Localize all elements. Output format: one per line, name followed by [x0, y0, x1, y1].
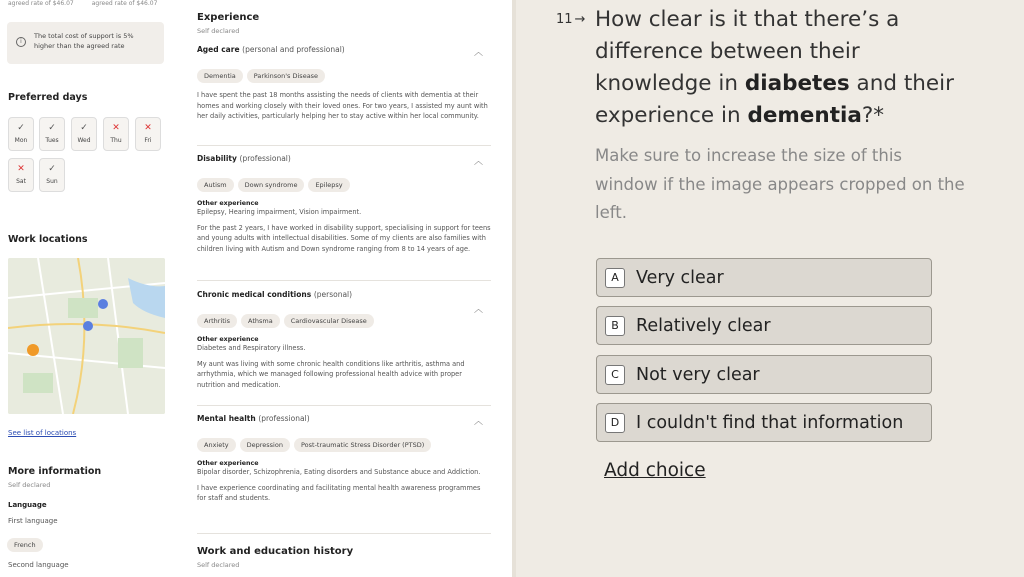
work-history-title: Work and education history — [197, 546, 354, 557]
category-disability[interactable] — [197, 154, 491, 254]
day-label: Thu — [110, 137, 122, 144]
choice-key: D — [605, 413, 625, 433]
check-icon: ✓ — [80, 123, 88, 133]
category-description: I have spent the past 18 months assisting the needs of clients with dementia at their homes and working closely with their loved ones. For two years, I assisted my aunt with her daily activities, particularly helping her to stay active within her local community. — [197, 91, 488, 120]
first-language-pill-wrap — [7, 532, 47, 552]
tag: Dementia — [197, 69, 243, 83]
map-graphic — [8, 258, 165, 414]
day-label: Fri — [144, 137, 152, 144]
category-heading — [197, 154, 491, 163]
choice-key: A — [605, 268, 625, 288]
experience-sub: Self declared — [197, 27, 240, 35]
day-fri — [135, 117, 161, 151]
category-name: Mental health — [197, 414, 256, 423]
cross-icon: ✕ — [144, 123, 152, 133]
divider — [197, 405, 491, 406]
first-language-pill: French — [7, 538, 43, 552]
other-experience-label: Other experience — [197, 336, 259, 343]
check-icon: ✓ — [17, 123, 25, 133]
category-mental-health[interactable] — [197, 414, 491, 504]
cost-info-text: The total cost of support is 5% higher than the agreed rate — [34, 32, 134, 50]
language-label: Language — [8, 501, 47, 509]
work-locations-title: Work locations — [8, 234, 88, 245]
category-qualifier: (professional) — [258, 414, 310, 423]
choice-c[interactable] — [596, 355, 932, 394]
category-name: Aged care — [197, 45, 240, 54]
day-sun — [39, 158, 65, 192]
second-language-label: Second language — [8, 561, 69, 569]
choice-label: Very clear — [636, 267, 724, 288]
category-description: For the past 2 years, I have worked in disability support, specialising in support for teens and young adults with intellectual disabilities. Some of my clients are also families with children living with Autism and Down syndrome ranging from 8 to 14 years of age. — [197, 223, 491, 253]
day-label: Wed — [77, 137, 91, 144]
day-thu — [103, 117, 129, 151]
rate-text-1: agreed rate of $46.07 — [8, 0, 74, 7]
category-heading — [197, 290, 491, 299]
locations-map — [8, 258, 165, 414]
tag-list — [197, 432, 491, 452]
choice-a[interactable] — [596, 258, 932, 297]
check-icon: ✓ — [48, 123, 56, 133]
first-language-label: First language — [8, 517, 58, 525]
tag: Depression — [240, 438, 290, 452]
divider — [197, 533, 491, 534]
question-text-emphasis: dementia — [747, 103, 862, 128]
question-text-emphasis: diabetes — [744, 71, 850, 96]
tag: Athsma — [241, 314, 280, 328]
divider — [197, 280, 491, 281]
question-text-part: and their experience in — [595, 71, 954, 128]
choice-d[interactable] — [596, 403, 932, 442]
choice-label: Not very clear — [636, 364, 760, 385]
category-qualifier: (professional) — [239, 154, 291, 163]
chevron-up-icon[interactable]: ︿ — [473, 305, 483, 315]
day-mon — [8, 117, 34, 151]
day-label: Sat — [16, 178, 26, 185]
choice-label: Relatively clear — [636, 315, 771, 336]
cross-icon: ✕ — [17, 164, 25, 174]
other-experience: Diabetes and Respiratory illness. — [197, 344, 306, 352]
category-name: Chronic medical conditions — [197, 290, 312, 299]
category-qualifier: (personal) — [313, 290, 353, 299]
tag-list — [197, 172, 491, 192]
question-text-part: How clear is it that there’s a difference between their knowledge in — [595, 7, 900, 96]
category-aged-care[interactable] — [197, 45, 491, 122]
tag: Cardiovascular Disease — [284, 314, 374, 328]
other-experience: Epilepsy, Hearing impairment, Vision impairment. — [197, 208, 362, 216]
cost-info-box — [7, 22, 164, 64]
rate-text-2: agreed rate of $46.07 — [91, 0, 158, 7]
info-icon: i — [16, 37, 26, 47]
tag: Epilepsy — [308, 178, 349, 192]
more-info-title: More information — [8, 466, 102, 477]
tag-list — [197, 63, 491, 83]
day-label: Mon — [14, 137, 28, 144]
day-label: Tues — [45, 137, 59, 144]
category-name: Disability — [197, 154, 237, 163]
cross-icon: ✕ — [112, 123, 120, 133]
more-info-sub: Self declared — [8, 481, 51, 489]
divider — [197, 145, 491, 146]
day-sat — [8, 158, 34, 192]
arrow-right-icon: → — [574, 12, 586, 27]
day-wed — [71, 117, 97, 151]
category-heading — [197, 45, 491, 54]
tag: Anxiety — [197, 438, 236, 452]
tag: Down syndrome — [238, 178, 305, 192]
choice-key: B — [605, 316, 625, 336]
day-tues — [39, 117, 65, 151]
category-qualifier: (personal and professional) — [242, 45, 345, 54]
check-icon: ✓ — [48, 164, 56, 174]
tag: Arthritis — [197, 314, 237, 328]
question-number-text: 11 — [556, 12, 573, 27]
tag: Post-traumatic Stress Disorder (PTSD) — [294, 438, 431, 452]
question-text — [595, 4, 965, 132]
question-number — [556, 12, 585, 27]
tag: Autism — [197, 178, 234, 192]
chevron-up-icon[interactable]: ︿ — [473, 157, 483, 167]
day-label: Sun — [46, 178, 58, 185]
question-text-part: ?* — [861, 103, 885, 128]
work-history-sub: Self declared — [197, 561, 240, 569]
category-description: I have experience coordinating and facilitating mental health awareness programmes for staff and students. — [197, 483, 481, 502]
other-experience-label: Other experience — [197, 460, 259, 467]
tag: Parkinson's Disease — [247, 69, 325, 83]
experience-title: Experience — [197, 12, 260, 23]
other-experience-label: Other experience — [197, 200, 259, 207]
add-choice-link[interactable]: Add choice — [604, 460, 706, 481]
category-chronic[interactable] — [197, 290, 491, 390]
choice-key: C — [605, 365, 625, 385]
category-description: My aunt was living with some chronic health conditions like arthritis, asthma and arrhythmia, which we managed following professional health advice with proper nutrition and medication. — [197, 359, 465, 389]
chevron-up-icon[interactable]: ︿ — [473, 417, 483, 427]
chevron-up-icon[interactable]: ︿ — [473, 48, 483, 58]
see-locations-link[interactable]: See list of locations — [8, 429, 77, 437]
question-description: Make sure to increase the size of this window if the image appears cropped on the left. — [595, 146, 965, 222]
choice-label: I couldn't find that information — [636, 412, 904, 433]
choice-b[interactable] — [596, 306, 932, 345]
other-experience: Bipolar disorder, Schizophrenia, Eating disorders and Substance abuce and Addiction. — [197, 468, 481, 476]
preferred-days-title: Preferred days — [8, 92, 88, 103]
category-heading — [197, 414, 491, 423]
rate-row — [8, 0, 157, 7]
tag-list — [197, 308, 491, 328]
